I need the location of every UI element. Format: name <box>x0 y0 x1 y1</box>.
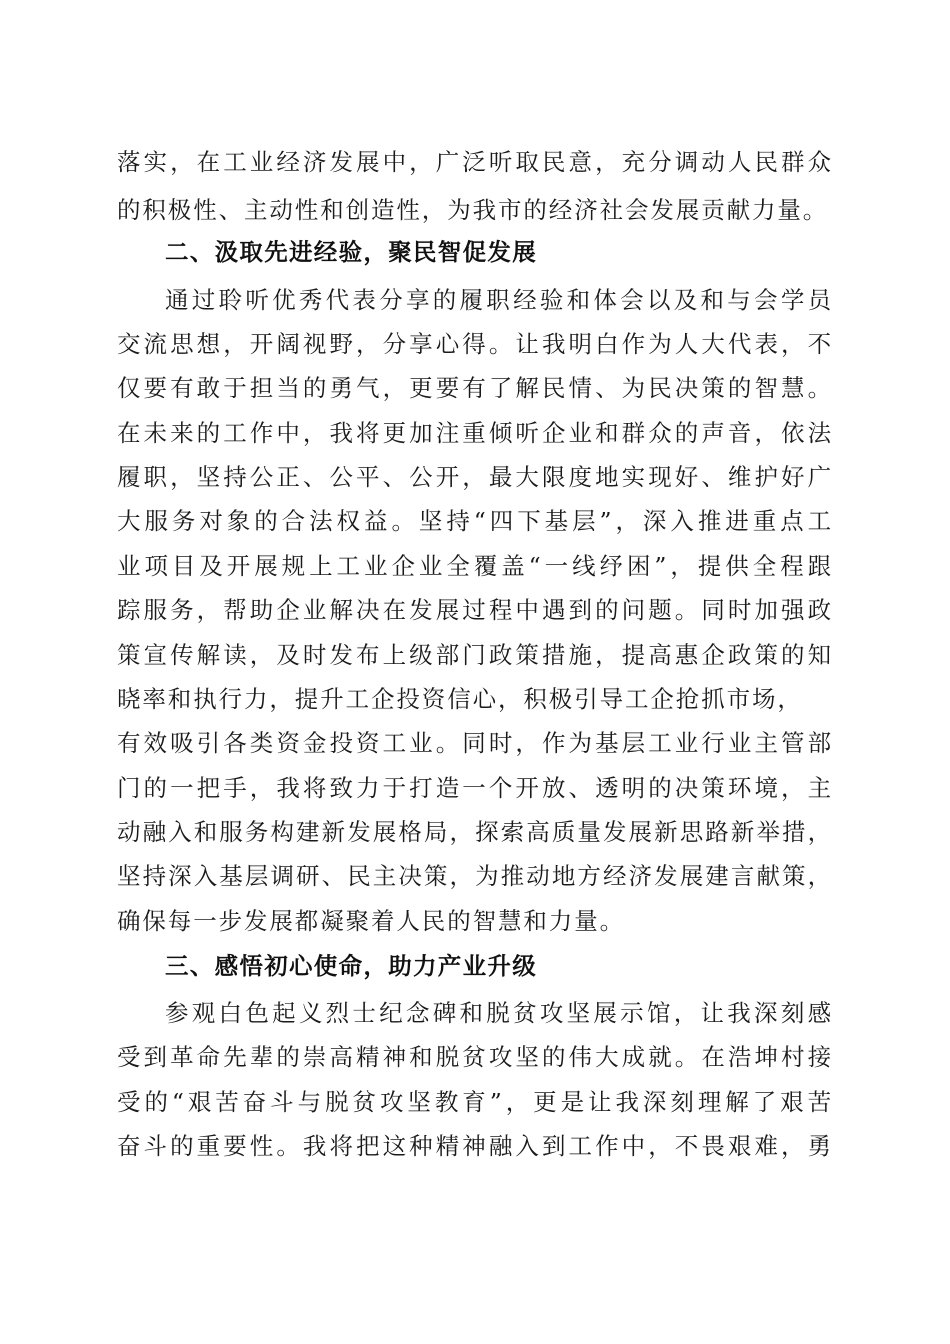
paragraph-line: 受的“艰苦奋斗与脱贫攻坚教育”，更是让我深刻理解了艰苦 <box>117 1088 833 1116</box>
paragraph-line: 确保每一步发展都凝聚着人民的智慧和力量。 <box>117 907 625 935</box>
section-heading-3: 三、感悟初心使命，助力产业升级 <box>165 952 537 980</box>
paragraph-line: 受到革命先辈的崇高精神和脱贫攻坚的伟大成就。在浩坤村接 <box>117 1043 833 1071</box>
paragraph-line: 奋斗的重要性。我将把这种精神融入到工作中，不畏艰难，勇 <box>117 1132 833 1160</box>
section-heading-2: 二、汲取先进经验，聚民智促发展 <box>165 238 537 266</box>
paragraph-line: 坚持深入基层调研、民主决策，为推动地方经济发展建言献策， <box>117 862 833 890</box>
paragraph-line: 有效吸引各类资金投资工业。同时，作为基层工业行业主管部 <box>117 729 833 757</box>
paragraph-line: 大服务对象的合法权益。坚持“四下基层”，深入推进重点工 <box>117 507 833 535</box>
paragraph-line: 仅要有敢于担当的勇气，更要有了解民情、为民决策的智慧。 <box>117 374 833 402</box>
paragraph-line: 在未来的工作中，我将更加注重倾听企业和群众的声音，依法 <box>117 419 833 447</box>
paragraph-line: 策宣传解读，及时发布上级部门政策措施，提高惠企政策的知 <box>117 641 833 669</box>
paragraph-line: 的积极性、主动性和创造性，为我市的经济社会发展贡献力量。 <box>117 196 829 224</box>
paragraph-line: 业项目及开展规上工业企业全覆盖“一线纾困”，提供全程跟 <box>117 552 833 580</box>
paragraph-line: 门的一把手，我将致力于打造一个开放、透明的决策环境，主 <box>117 774 833 802</box>
paragraph-line: 动融入和服务构建新发展格局，探索高质量发展新思路新举措， <box>117 818 833 846</box>
paragraph-line: 交流思想，开阔视野，分享心得。让我明白作为人大代表，不 <box>117 330 833 358</box>
paragraph-line: 履职，坚持公正、公平、公开，最大限度地实现好、维护好广 <box>117 463 833 491</box>
paragraph-line: 参观白色起义烈士纪念碑和脱贫攻坚展示馆，让我深刻感 <box>165 999 833 1027</box>
paragraph-line: 晓率和执行力，提升工企投资信心，积极引导工企抢抓市场， <box>117 685 803 713</box>
paragraph-line: 落实，在工业经济发展中，广泛听取民意，充分调动人民群众 <box>117 148 833 176</box>
paragraph-line: 通过聆听优秀代表分享的履职经验和体会以及和与会学员 <box>165 286 833 314</box>
paragraph-line: 踪服务，帮助企业解决在发展过程中遇到的问题。同时加强政 <box>117 596 833 624</box>
